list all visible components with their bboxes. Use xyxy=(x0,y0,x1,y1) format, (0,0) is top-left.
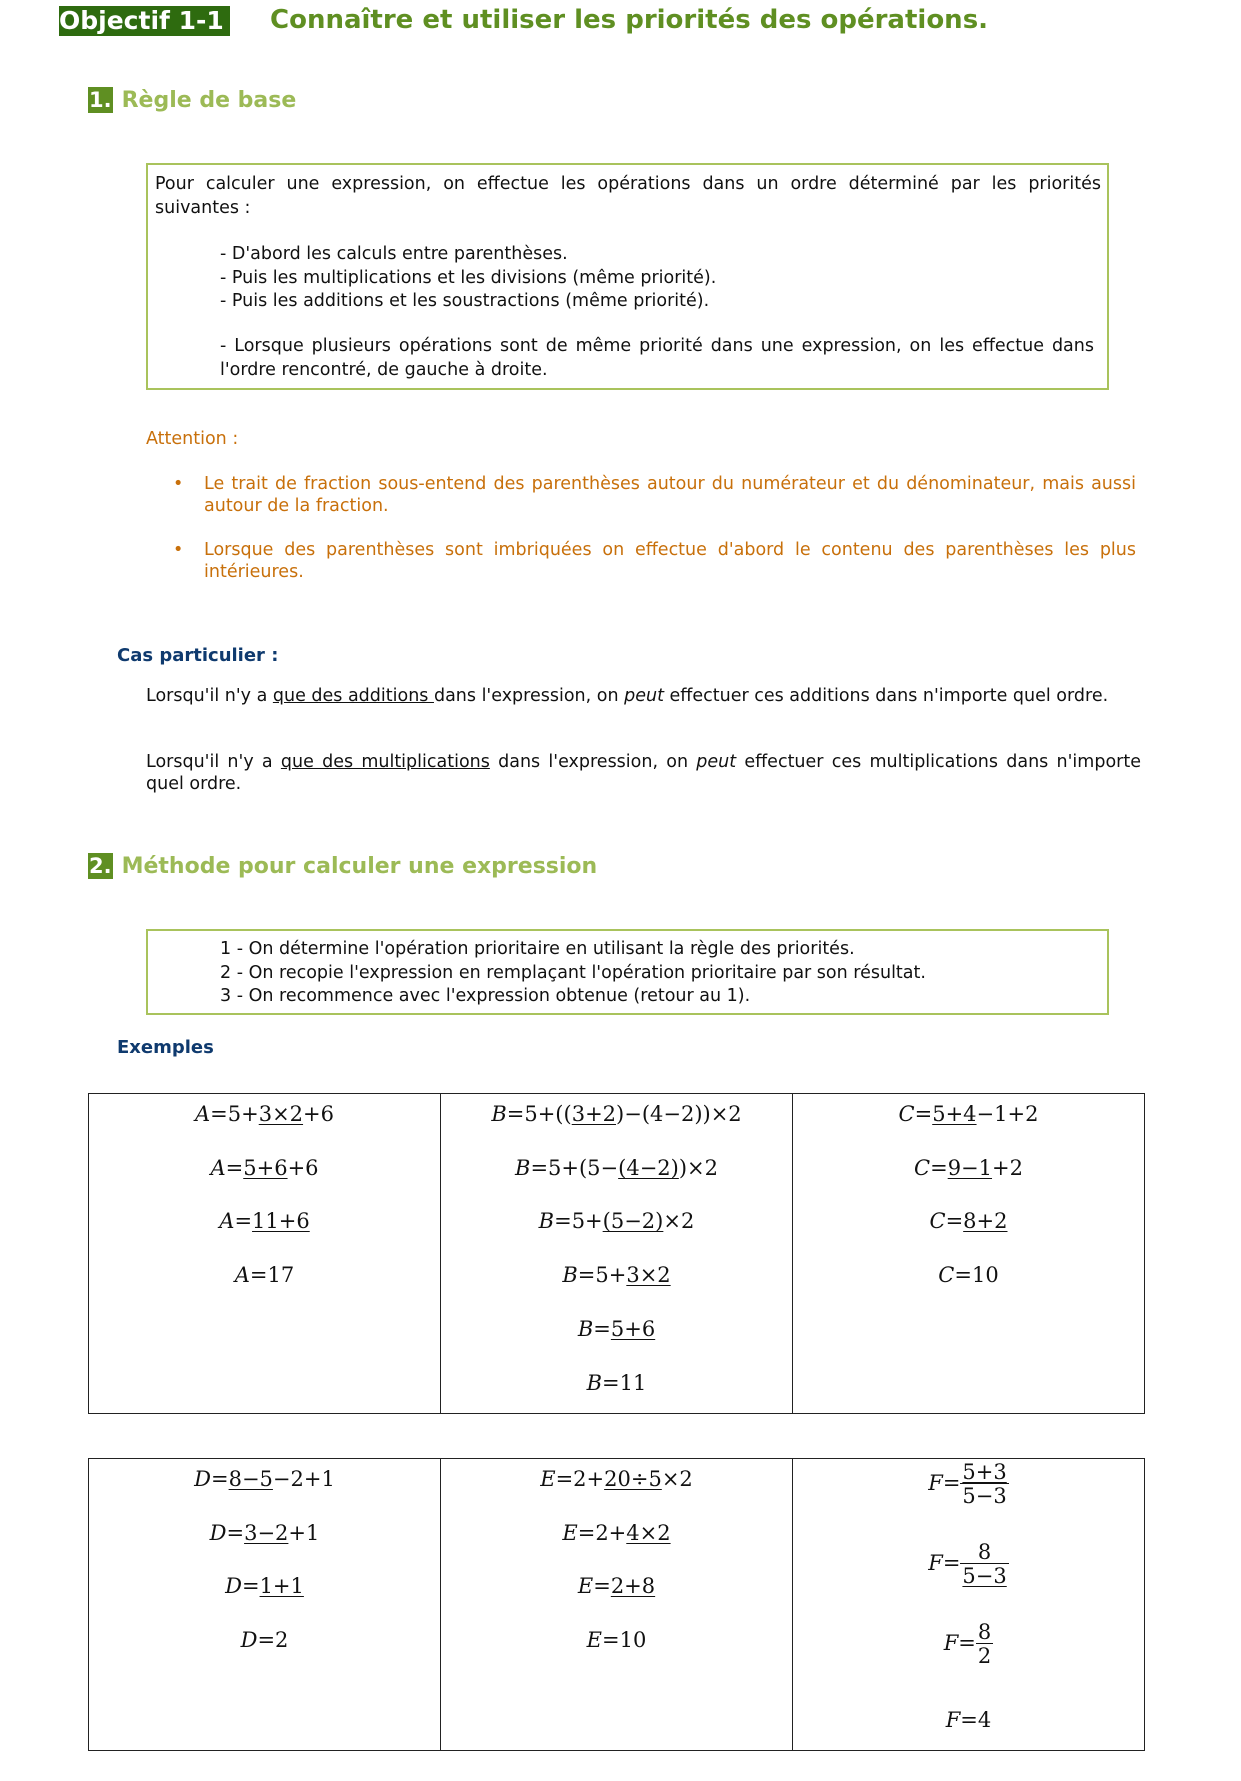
math-line: B=5+((3+2)−(4−2))×2 xyxy=(491,1102,742,1126)
math-line: E=2+4×2 xyxy=(562,1521,671,1545)
method-box xyxy=(146,929,1109,1015)
example-column-c xyxy=(792,1094,1144,1413)
attention-label: Attention : xyxy=(146,429,239,449)
math-line: F= $\frac{8}{2}$ xyxy=(943,1620,992,1668)
special-case-additions xyxy=(146,685,1141,707)
text: effectuer ces additions dans n'importe quel ordre. xyxy=(663,686,1109,706)
math-line: A=5+6+6 xyxy=(210,1156,319,1180)
method-step: 3 - On recommence avec l'expression obtenue (retour au 1). xyxy=(220,986,751,1006)
section-title: Méthode pour calculer une expression xyxy=(121,853,598,879)
math-line: B=5+(5−2)×2 xyxy=(538,1209,695,1233)
method-list xyxy=(220,938,926,1009)
math-line: E=2+8 xyxy=(577,1574,656,1598)
rule-list xyxy=(220,243,1090,314)
math-line: A=5+3×2+6 xyxy=(194,1102,335,1126)
attention-item xyxy=(173,539,1136,583)
method-step: 1 - On détermine l'opération prioritaire en utilisant la règle des priorités. xyxy=(220,939,855,959)
math-line: D=2 xyxy=(240,1628,289,1652)
bullet-icon: • xyxy=(173,474,184,494)
math-line: A=11+6 xyxy=(219,1209,310,1233)
math-line: B=11 xyxy=(586,1371,647,1395)
text: dans l'expression, on xyxy=(433,686,625,706)
example-column-a xyxy=(89,1094,440,1413)
rule-item: - Puis les additions et les soustractions (même priorité). xyxy=(220,291,710,311)
examples-title: Exemples xyxy=(117,1037,214,1058)
math-line: B=5+3×2 xyxy=(562,1263,671,1287)
math-line: C=9−1+2 xyxy=(914,1156,1023,1180)
examples-table-2 xyxy=(88,1458,1145,1751)
numerator: 8 xyxy=(960,1542,1008,1564)
text: Lorsqu'il n'y a xyxy=(146,752,281,772)
example-column-f xyxy=(792,1459,1144,1750)
math-line: E=10 xyxy=(586,1628,647,1652)
attention-item xyxy=(173,473,1136,517)
math-line: D=3−2+1 xyxy=(209,1521,320,1545)
rule-box xyxy=(146,163,1109,390)
section-1-header xyxy=(88,87,296,113)
example-column-e xyxy=(440,1459,792,1750)
math-line: C=8+2 xyxy=(929,1209,1008,1233)
underlined-text: que des additions xyxy=(272,686,434,706)
page-title: Connaître et utiliser les priorités des opérations. xyxy=(270,5,989,35)
italic-text: peut xyxy=(696,752,737,772)
example-column-b xyxy=(440,1094,792,1413)
math-line: F= $\frac{8}{5-3}$ xyxy=(928,1540,1007,1588)
math-line: B=5+(5−(4−2))×2 xyxy=(515,1156,718,1180)
math-line: D=1+1 xyxy=(225,1574,304,1598)
math-line: F= $\frac{5+3}{5-3}$ xyxy=(928,1460,1007,1508)
text: Lorsqu'il n'y a xyxy=(146,686,273,706)
math-line: B=5+6 xyxy=(577,1317,656,1341)
rule-item: - Puis les multiplications et les divisions (même priorité). xyxy=(220,267,717,288)
example-column-d xyxy=(89,1459,440,1750)
numerator: 8 xyxy=(977,1620,992,1644)
method-step: 2 - On recopie l'expression en remplaçant l'opération prioritaire par son résultat. xyxy=(220,962,926,983)
rule-intro: Pour calculer une expression, on effectue les opérations dans un ordre déterminé par les priorités suivantes : xyxy=(155,174,1101,218)
underlined-text: que des multiplications xyxy=(280,752,490,772)
math-line: F=4 xyxy=(945,1708,992,1732)
rule-item: - D'abord les calculs entre parenthèses. xyxy=(220,244,568,264)
section-number: 2. xyxy=(89,854,112,878)
attention-text: Le trait de fraction sous-entend des parenthèses autour du numérateur et du dénominateur, mais aussi autour de la fraction. xyxy=(204,474,1136,516)
denominator: 2 xyxy=(977,1644,992,1668)
objective-badge: Objectif 1-1 xyxy=(59,6,230,36)
italic-text: peut xyxy=(624,686,664,706)
section-title: Règle de base xyxy=(121,87,297,113)
text: dans l'expression, on xyxy=(489,752,697,772)
text: effectuer ces multiplications dans n'importe quel ordre. xyxy=(146,752,1141,794)
fraction xyxy=(960,1462,1008,1507)
math-line: A=17 xyxy=(234,1263,295,1287)
denominator: 5−3 xyxy=(962,1484,1007,1508)
denominator: 5−3 xyxy=(962,1564,1007,1588)
section-number: 1. xyxy=(89,88,112,112)
numerator: 5+3 xyxy=(962,1460,1007,1484)
examples-table-1 xyxy=(88,1093,1145,1414)
bullet-icon: • xyxy=(173,540,184,560)
attention-text: Lorsque des parenthèses sont imbriquées on effectue d'abord le contenu des parenthèses les plus intérieures. xyxy=(204,540,1136,582)
fraction xyxy=(976,1622,993,1667)
math-line: C=10 xyxy=(938,1263,999,1287)
math-line: C=5+4−1+2 xyxy=(898,1102,1039,1126)
special-case-title: Cas particulier : xyxy=(117,645,279,666)
section-2-header xyxy=(88,853,597,879)
fraction xyxy=(960,1542,1008,1587)
math-line: D=8−5−2+1 xyxy=(194,1467,335,1491)
special-case-multiplications xyxy=(146,751,1141,795)
rule-note: - Lorsque plusieurs opérations sont de même priorité dans une expression, on les effectue dans l'ordre rencontré, de gauche à droite. xyxy=(220,336,1094,380)
math-line: E=2+20÷5×2 xyxy=(540,1467,693,1491)
